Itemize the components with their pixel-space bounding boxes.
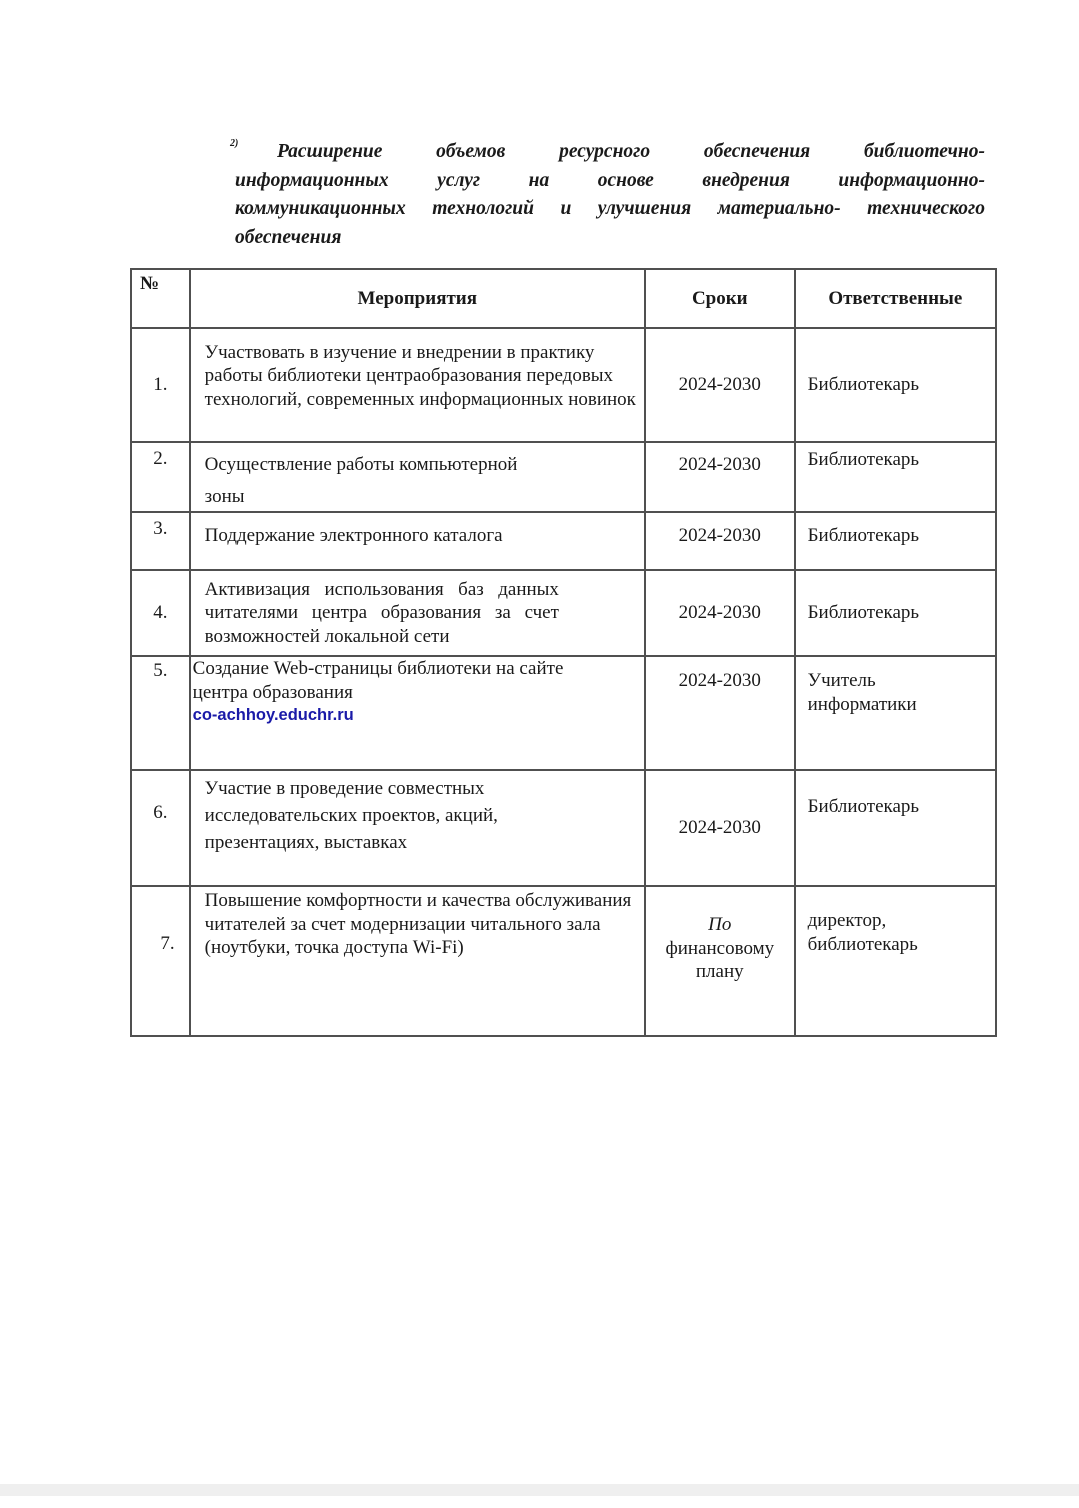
row-activity: Участие в проведение совместных исследовательских проектов, акций, презентациях, выставках (190, 770, 645, 886)
header-term: Сроки (645, 269, 795, 328)
table-row (131, 328, 996, 442)
row-num: 3. (131, 512, 190, 570)
heading-line-2: информационных услуг на основе внедрения информационно- (235, 169, 985, 191)
heading-line-3: коммуникационных технологий и улучшения материально- технического (235, 198, 985, 219)
row-responsible: Библиотекарь (795, 570, 996, 656)
header-num: № (131, 269, 190, 328)
term-line: финансовому плану (665, 937, 775, 982)
page-bottom-strip (0, 1484, 1079, 1496)
heading-line-1: Расширение объемов ресурсного обеспечения библиотечно- (277, 141, 985, 162)
list-marker: 2) (230, 138, 239, 149)
row-term: 2024-2030 (645, 570, 795, 656)
site-link[interactable]: co-achhoy.educhr.ru (192, 706, 354, 724)
activity-text: Активизация использования баз данных читателями центра образования за счет возможностей локальной сети (204, 578, 559, 647)
row-responsible: Библиотекарь (795, 328, 996, 442)
row-responsible: Учитель информатики (795, 656, 996, 770)
heading-line-4: обеспечения (235, 226, 342, 248)
table-row (131, 656, 996, 770)
table-row (131, 886, 996, 1036)
row-num: 7. (131, 886, 190, 1036)
row-num: 6. (131, 770, 190, 886)
term-line: По (708, 914, 732, 935)
row-num: 1. (131, 328, 190, 442)
row-term: 2024-2030 (645, 442, 795, 512)
table-row (131, 770, 996, 886)
row-activity (190, 656, 645, 770)
header-responsible: Ответственные (795, 269, 996, 328)
row-term (645, 886, 795, 1036)
row-responsible: Библиотекарь (795, 770, 996, 886)
row-responsible: Библиотекарь (795, 512, 996, 570)
row-term: 2024-2030 (645, 512, 795, 570)
section-heading (230, 138, 985, 252)
table-row (131, 512, 996, 570)
activity-text: Создание Web-страницы библиотеки на сайте центра образования (192, 658, 564, 703)
row-term: 2024-2030 (645, 328, 795, 442)
activity-line: зоны (204, 485, 245, 507)
table-row (131, 442, 996, 512)
row-activity: Повышение комфортности и качества обслуживания читателей за счет модернизации читального зала (ноутбуки, точка доступа Wi-Fi) (190, 886, 645, 1036)
row-responsible: Библиотекарь (795, 442, 996, 512)
row-term: 2024-2030 (645, 770, 795, 886)
row-activity (190, 442, 645, 512)
row-activity: Поддержание электронного каталога (190, 512, 645, 570)
table-header-row (131, 269, 996, 328)
row-term: 2024-2030 (645, 656, 795, 770)
row-num: 2. (131, 442, 190, 512)
row-num: 5. (131, 656, 190, 770)
activities-table (130, 268, 997, 1037)
activity-line: Осуществление работы компьютерной (204, 454, 518, 475)
row-activity (190, 570, 645, 656)
row-activity: Участвовать в изучение и внедрении в практику работы библиотеки центраобразования передовых технологий, современных информационных новинок (190, 328, 645, 442)
row-num: 4. (131, 570, 190, 656)
row-responsible: директор, библиотекарь (795, 886, 996, 1036)
table-row (131, 570, 996, 656)
header-activity: Мероприятия (190, 269, 645, 328)
